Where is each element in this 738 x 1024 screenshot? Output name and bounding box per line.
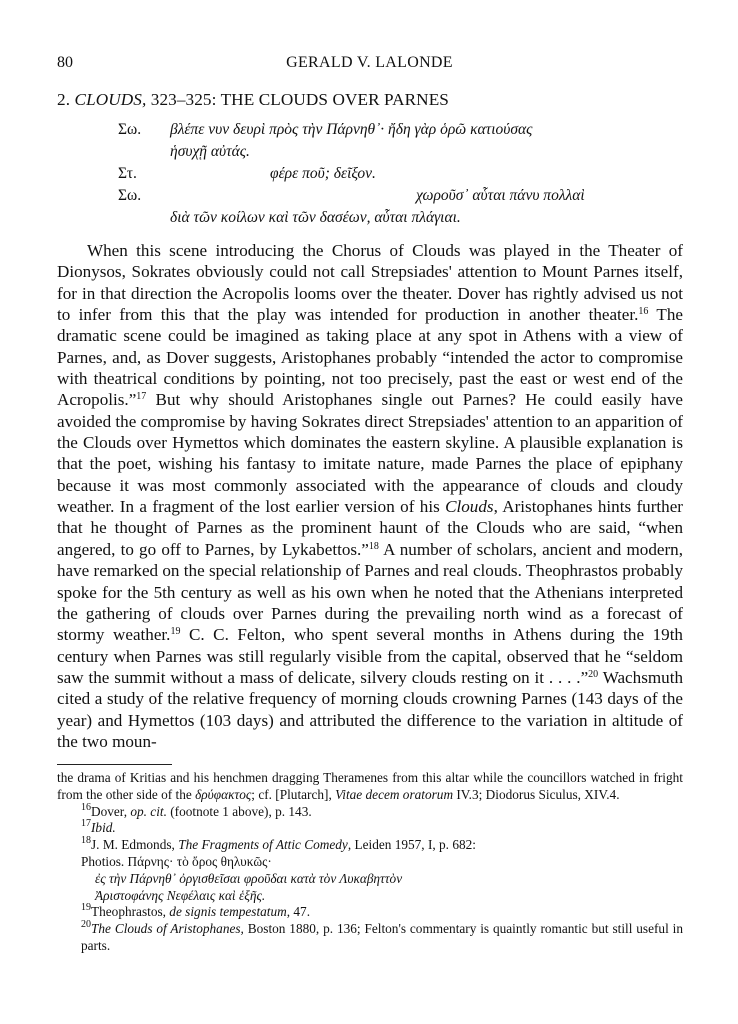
text-run: A number of scholars, ancient and modern, have remarked on the special relationship of Parnes and real clouds. Theophrastos probably spoke for the 5th century as well as his own when he noted that the Athenians interpreted the gathering of clouds over Parnes during the prevailing north wind as a forecast of stormy weather.	[57, 539, 684, 645]
footnote-16	[57, 801, 683, 821]
text-run: J. M. Edmonds,	[91, 837, 179, 853]
footnote-number: 19	[81, 902, 91, 914]
greek-line	[118, 165, 608, 187]
text-run: The dramatic scene could be imagined as taking place at any spot in Athens with a view of Parnes, and, as Dover suggests, Aristophanes probably “intended the actor to compromise with theatrical conditions by pointing, not too precisely, past the east or west end of the Acropolis.”	[57, 305, 683, 410]
running-head: GERALD V. LALONDE	[286, 54, 453, 71]
speaker-label: Στ.	[118, 165, 137, 182]
page-header	[57, 54, 682, 78]
greek-verse: διὰ τῶν κοίλων καὶ τῶν δασέων, αὗται πλάγιαι.	[170, 209, 461, 226]
paragraph	[57, 240, 683, 752]
section-number: 2.	[57, 90, 71, 109]
italic-title: Vitae decem oratorum	[335, 786, 454, 802]
page-number: 80	[57, 54, 73, 71]
greek-verse: ἡσυχῇ αὐτάς.	[170, 143, 250, 160]
greek-line	[118, 209, 608, 231]
footnote-ref: 19	[170, 626, 181, 638]
text-run: Dover,	[91, 803, 131, 819]
section-title-rest: 323–325: THE CLOUDS OVER PARNES	[150, 90, 449, 109]
text-run: , 47.	[286, 904, 311, 920]
text-run: Theophrastos,	[91, 904, 170, 920]
text-run: the drama of Kritias and his henchmen dragging Theramenes from this altar while the councillors watched in fright from the other side of the	[57, 770, 683, 802]
body-text	[57, 240, 683, 752]
footnote-number: 20	[81, 919, 91, 931]
footnote-carryover	[57, 770, 683, 804]
footnote-19	[57, 904, 683, 921]
greek-word: δρύφακτος	[195, 786, 252, 802]
italic-text: Ibid.	[91, 820, 116, 836]
italic-title: de signis tempestatum	[169, 904, 287, 920]
speaker-label: Σω.	[118, 187, 142, 204]
footnotes	[57, 770, 683, 955]
text-run: Wachsmuth cited a study of the relative frequency of morning clouds crowning Parnes (143 days of the year) and Hymettos (103 days) and attributed the difference to the variation in altitude of the two moun-	[57, 667, 683, 751]
text-run: , Aristophanes hints further that he thought of Parnes as the prominent haunt of the Clouds who are said, “when angered, to go off to Parnes, by Lykabettos.”	[57, 497, 683, 559]
greek-verse: χωροῦσ᾽ αὗται πάνυ πολλαὶ	[416, 187, 585, 204]
footnote-quote-line: Photios. Πάρνης· τὸ ὄρος θηλυκῶς·	[81, 853, 272, 869]
footnote-20	[57, 921, 683, 955]
footnote-quote-line: Ἀριστοφάνης Νεφέλαις καὶ ἑξῆς.	[95, 887, 266, 903]
footnote-number: 17	[81, 818, 91, 830]
text-run: (footnote 1 above), p. 143.	[166, 803, 312, 819]
italic-title: The Fragments of Attic Comedy	[178, 837, 348, 853]
speaker-label: Σω.	[118, 121, 142, 138]
footnote-ref: 17	[136, 391, 147, 403]
footnote-ref: 20	[588, 668, 599, 680]
greek-line	[118, 143, 608, 165]
greek-line	[118, 121, 608, 143]
text-run: C. C. Felton, who spent several months in Athens during the 19th century when Parnes was still regularly visible from the capital, observed that he “seldom saw the summit without a mass of delicate, silvery clouds resting on it . . . .”	[57, 625, 683, 687]
text-run: IV.3; Diodorus Siculus, XIV.4.	[453, 786, 620, 802]
greek-line	[118, 187, 608, 209]
footnote-rule	[57, 764, 172, 765]
text-run: When this scene introducing the Chorus of Clouds was played in the Theater of Dionysos, Sokrates obviously could not call Strepsiades' attention to Mount Parnes itself, for in that direction the Acropolis looms over the theater. Dover has rightly advised us not to infer from this that the play was intended for production in another theater.	[57, 241, 683, 325]
text-run: ; cf. [Plutarch],	[251, 786, 336, 802]
italic-title: Clouds	[445, 497, 494, 517]
footnote-ref: 16	[638, 306, 649, 318]
greek-passage	[118, 121, 608, 231]
text-run: Boston 1880, p. 136; Felton's commentary is quaintly romantic but still useful in parts.	[81, 921, 683, 953]
footnote-number: 16	[81, 801, 91, 813]
footnote-17	[57, 820, 683, 837]
italic-title: The Clouds of Aristophanes,	[91, 921, 244, 937]
footnote-quote-line: ἐς τὴν Πάρνηθ᾽ ὀργισθεῖσαι φροῦδαι κατὰ τὸν Λυκαβηττὸν	[95, 870, 403, 886]
italic-text: op. cit.	[130, 803, 167, 819]
footnote-number: 18	[81, 835, 91, 847]
greek-verse: βλέπε νυν δευρὶ πρὸς τὴν Πάρνηθ᾽· ἤδη γὰρ ὁρῶ κατιούσας	[170, 121, 533, 138]
section-title	[57, 90, 687, 110]
footnote-ref: 18	[368, 540, 379, 552]
section-title-italic: CLOUDS,	[74, 90, 147, 109]
greek-verse: φέρε ποῦ; δεῖξον.	[270, 165, 376, 182]
text-run: , Leiden 1957, I, p. 682:	[347, 837, 476, 853]
text-run: But why should Aristophanes single out Parnes? He could easily have avoided the compromise by having Sokrates direct Strepsiades' attention to an apparition of the Clouds over Hymettos which dominates the eastern skyline. A plausible explanation is that the poet, wishing his fantasy to imitate nature, made Parnes the place of epiphany because it was most commonly associated with the appearance of clouds and cloudy weather. In a fragment of the lost earlier version of his	[57, 390, 683, 517]
footnote-18	[57, 837, 683, 854]
